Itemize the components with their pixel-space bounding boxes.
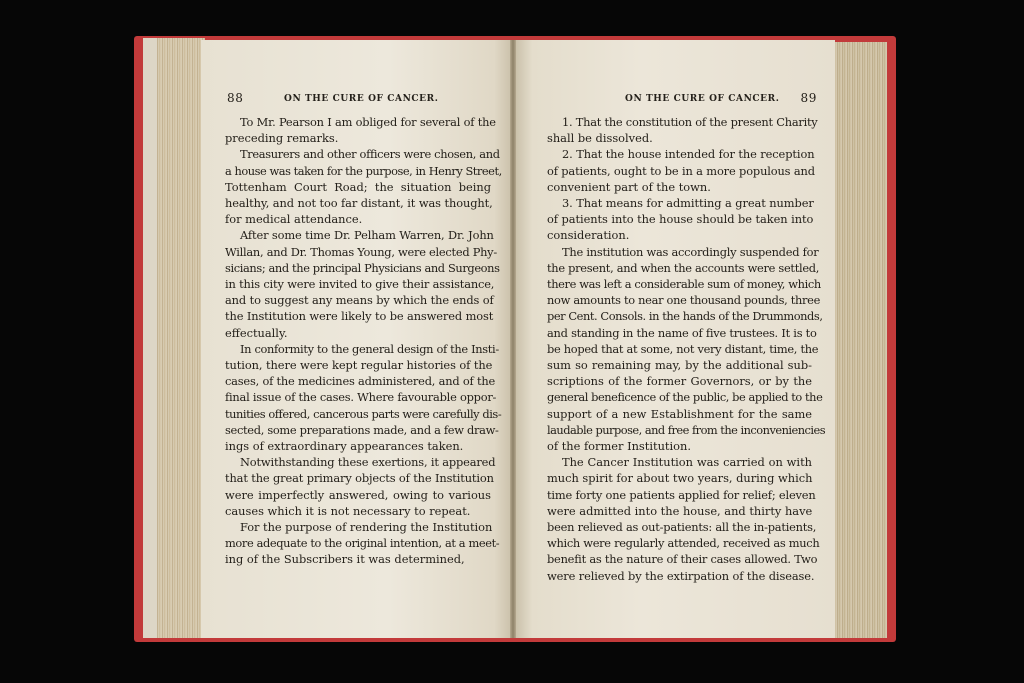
text-line: much spirit for about two years, during which [547, 471, 813, 486]
text-line: sicians; and the principal Physicians and Surgeons [225, 260, 500, 275]
paragraph [225, 146, 502, 227]
text-line: in this city were invited to give their assistance, [225, 277, 495, 292]
text-line: Notwithstanding these exertions, it appeared [240, 455, 496, 470]
right-running-head [531, 90, 817, 106]
text-line: and standing in the name of five trustees. It is to [547, 325, 817, 340]
text-line: more adequate to the original intention, at a meet- [225, 536, 500, 551]
text-line: been relieved as out-patients: all the in-patients, [547, 520, 817, 535]
text-line: Willan, and Dr. Thomas Young, were elected Phy- [225, 244, 497, 259]
left-page-number: 88 [227, 91, 244, 105]
left-page-edges [143, 38, 205, 638]
book-gutter [510, 40, 516, 638]
right-running-title: ON THE CURE OF CANCER. [625, 94, 780, 104]
text-line: To Mr. Pearson I am obliged for several of the [240, 115, 496, 129]
text-line: per Cent. Consols. in the hands of the Drummonds, [547, 309, 823, 324]
text-line: be hoped that at some, not very distant, time, the [547, 341, 819, 356]
text-line: convenient part of the town. [547, 179, 711, 194]
left-page-text [225, 114, 502, 568]
text-line: scriptions of the former Governors, or by the [547, 374, 812, 389]
text-line: ing of the Subscribers it was determined, [225, 552, 465, 567]
text-line: The institution was accordingly suspended for [562, 244, 819, 259]
paragraph [225, 454, 496, 519]
text-line: ings of extraordinary appearances taken. [225, 439, 464, 454]
text-line: healthy, and not too far distant, it was thought, [225, 196, 493, 211]
paragraph [547, 195, 812, 244]
text-line: the Institution were likely to be answered most [225, 309, 494, 324]
text-line: After some time Dr. Pelham Warren, Dr. John [240, 228, 494, 243]
text-line: laudable purpose, and free from the inconveniencies [547, 422, 826, 437]
text-line: general beneficence of the public, be applied to the [547, 390, 823, 405]
right-page-number: 89 [800, 91, 817, 105]
text-line: causes which it is not necessary to repeat. [225, 503, 471, 518]
text-line: Tottenham Court Road; the situation being [225, 179, 491, 194]
text-line: of the former Institution. [547, 439, 691, 454]
text-line: which were regularly attended, received as much [547, 536, 820, 551]
text-line: final issue of the cases. Where favourable oppor- [225, 390, 497, 405]
text-line: 3. That means for admitting a great number [562, 196, 814, 211]
text-line: effectually. [225, 325, 288, 340]
text-line: were imperfectly answered, owing to various [225, 487, 491, 502]
text-line: of patients, ought to be in a more populous and [547, 163, 815, 178]
text-line: In conformity to the general design of the Insti- [240, 341, 499, 356]
right-page-edges [833, 42, 887, 638]
text-line: Treasurers and other officers were chosen, and [240, 147, 500, 162]
text-line: the present, and when the accounts were settled, [547, 260, 820, 275]
text-line: For the purpose of rendering the Institution [240, 520, 493, 535]
text-line: a house was taken for the purpose, in Henry Street, [225, 163, 502, 178]
text-line: time forty one patients applied for relief; eleven [547, 487, 816, 502]
paragraph [225, 519, 500, 568]
text-line: there was left a considerable sum of money, which [547, 277, 821, 292]
text-line: consideration. [547, 228, 630, 243]
text-line: for medical attendance. [225, 212, 363, 227]
text-line: and to suggest any means by which the ends of [225, 293, 494, 308]
right-page-text [547, 114, 826, 584]
paragraph [547, 146, 815, 195]
left-page [201, 40, 513, 638]
text-line: sum so remaining may, by the additional sub- [547, 358, 812, 373]
text-line: tunities offered, cancerous parts were carefully dis- [225, 406, 502, 421]
text-line: were relieved by the extirpation of the disease. [547, 568, 815, 583]
text-line: benefit as the nature of their cases allowed. Two [547, 552, 818, 567]
paragraph [547, 454, 820, 584]
text-line: that the great primary objects of the Institution [225, 471, 494, 486]
left-running-title: ON THE CURE OF CANCER. [284, 94, 439, 104]
text-line: The Cancer Institution was carried on with [562, 455, 812, 470]
text-line: preceding remarks. [225, 131, 339, 146]
paragraph [225, 341, 502, 454]
text-line: tution, there were kept regular histories of the [225, 358, 493, 373]
text-line: 1. That the constitution of the present Charity [562, 115, 818, 129]
text-line: 2. That the house intended for the reception [562, 147, 815, 162]
text-line: of patients into the house should be taken into [547, 212, 814, 227]
text-line: cases, of the medicines administered, and of the [225, 374, 496, 389]
text-line: sected, some preparations made, and a few draw- [225, 422, 499, 437]
paragraph [225, 227, 500, 340]
text-line: were admitted into the house, and thirty have [547, 503, 813, 518]
right-page [513, 40, 835, 638]
text-line: shall be dissolved. [547, 131, 653, 146]
paragraph [225, 114, 496, 146]
paragraph [547, 244, 826, 455]
text-line: now amounts to near one thousand pounds, three [547, 293, 821, 308]
paragraph [547, 114, 818, 146]
text-line: support of a new Establishment for the same [547, 406, 812, 421]
left-running-head [227, 90, 503, 106]
